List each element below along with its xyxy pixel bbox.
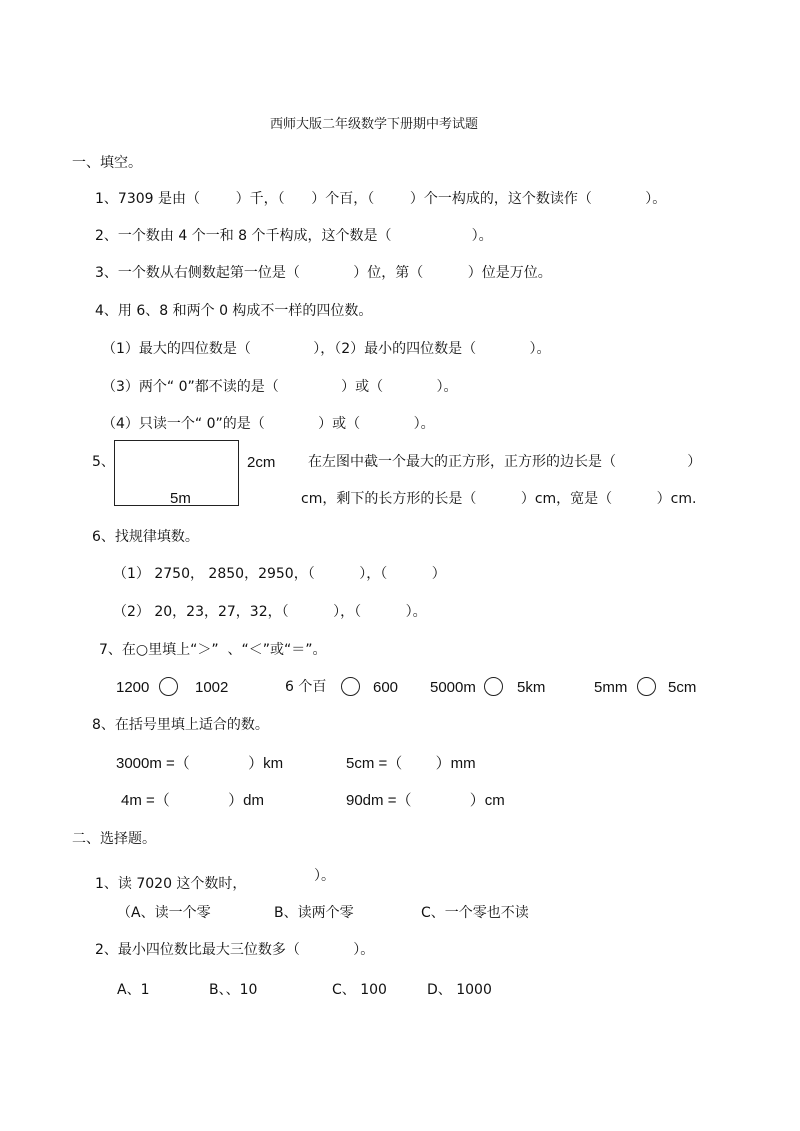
page-title: 西师大版二年级数学下册期中考试题 [270, 117, 479, 132]
question-1-5-line-2: cm，剩下的长方形的长是（ ）cm，宽是（ ）cm. [301, 491, 697, 507]
unit-conversion-1: 3000m =（ ）km [116, 755, 284, 772]
question-2-1-option-b: B、读两个零 [274, 905, 354, 921]
compare-1-right: 1002 [195, 679, 229, 696]
question-1-6-part-a: （1） 2750， 2850，2950，（ ），（ ） [113, 566, 446, 582]
question-1-5-number: 5、 [92, 454, 115, 470]
question-2-1-option-a: （A、读一个零 [117, 905, 211, 921]
unit-conversion-4: 90dm =（ ）cm [346, 792, 505, 809]
question-1-8-stem: 8、在括号里填上适合的数。 [92, 717, 269, 733]
compare-4-right: 5cm [668, 679, 697, 696]
compare-circle-4[interactable] [637, 677, 656, 696]
section-1-heading: 一、填空。 [72, 155, 142, 171]
compare-3-left: 5000m [430, 679, 476, 696]
section-2-heading: 二、选择题。 [72, 831, 156, 847]
question-2-1-close: ）。 [314, 868, 335, 884]
question-2-2-option-d: D、 1000 [427, 982, 492, 998]
compare-1-left: 1200 [116, 679, 150, 696]
question-1-4-part-c: （4）只读一个“ 0”的是（ ）或（ ）。 [102, 416, 435, 432]
compare-2-left: 6 个百 [285, 679, 327, 695]
compare-circle-3[interactable] [484, 677, 503, 696]
question-1-3: 3、一个数从右侧数起第一位是（ ）位，第（ ）位是万位。 [95, 265, 552, 281]
question-1-1: 1、7309 是由（ ）千，（ ）个百，（ ）个一构成的，这个数读作（ ）。 [95, 191, 667, 207]
question-2-1-stem: 1、读 7020 这个数时， [95, 876, 247, 892]
question-1-5-line-1: 在左图中截一个最大的正方形，正方形的边长是（ ） [308, 454, 702, 470]
compare-2-right: 600 [373, 679, 399, 696]
rectangle-height-label: 2cm [247, 454, 276, 471]
question-1-4-part-a: （1）最大的四位数是（ ），（2）最小的四位数是（ ）。 [102, 341, 551, 357]
compare-circle-1[interactable] [159, 677, 178, 696]
question-1-7-stem: 7、在○里填上“＞” 、“＜”或“＝”。 [99, 642, 327, 658]
question-2-2-option-b: B、、10 [209, 982, 258, 998]
compare-circle-2[interactable] [341, 677, 360, 696]
question-1-6-stem: 6、找规律填数。 [92, 529, 199, 545]
compare-3-right: 5km [517, 679, 546, 696]
question-1-6-part-b: （2） 20，23，27，32，（ ），（ ）。 [113, 604, 427, 620]
question-2-2-option-a: A、1 [117, 982, 150, 998]
unit-conversion-3: 4m =（ ）dm [121, 792, 264, 809]
rectangle-width-label: 5m [170, 490, 191, 507]
question-1-2: 2、一个数由 4 个一和 8 个千构成，这个数是（ ）。 [95, 228, 493, 244]
question-1-4-part-b: （3）两个“ 0”都不读的是（ ）或（ ）。 [102, 379, 458, 395]
question-2-2-option-c: C、 100 [332, 982, 387, 998]
question-2-2-stem: 2、最小四位数比最大三位数多（ ）。 [95, 942, 375, 958]
question-2-1-option-c: C、一个零也不读 [421, 905, 529, 921]
question-1-4-stem: 4、用 6、8 和两个 0 构成不一样的四位数。 [95, 303, 373, 319]
unit-conversion-2: 5cm =（ ）mm [346, 755, 476, 772]
compare-4-left: 5mm [594, 679, 628, 696]
